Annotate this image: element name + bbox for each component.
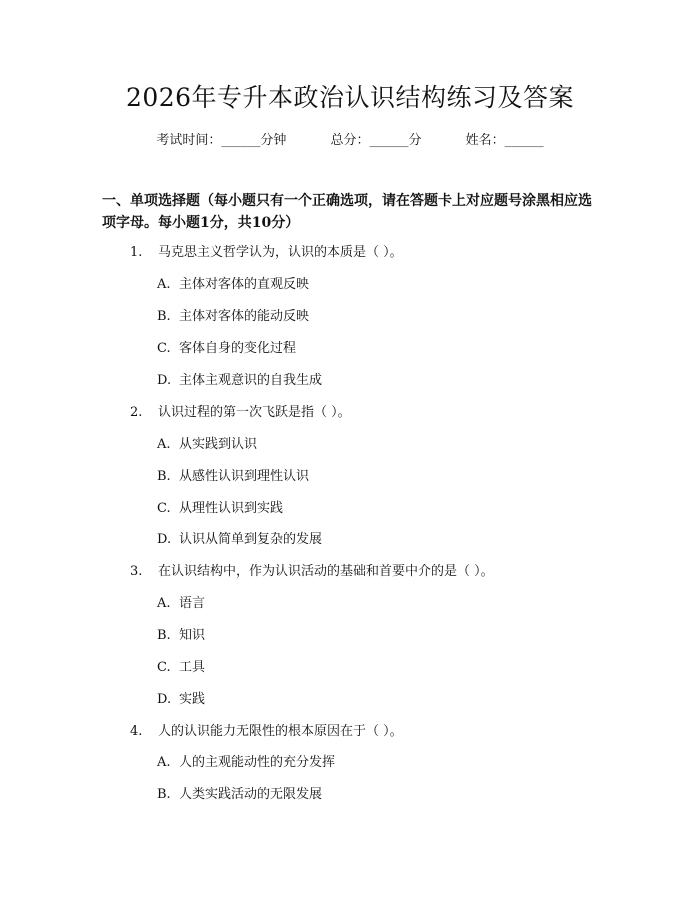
question-number: 3. — [130, 564, 143, 579]
option-letter: D. — [157, 373, 172, 388]
option-letter: A. — [157, 755, 171, 770]
question-text: 认识过程的第一次飞跃是指（ ）。 — [158, 405, 351, 420]
option-letter: B. — [157, 309, 171, 324]
option-4b — [157, 785, 322, 805]
option-letter: B. — [157, 787, 171, 802]
option-text: 实践 — [179, 692, 206, 707]
option-text: 语言 — [179, 596, 206, 611]
option-letter: D. — [157, 532, 172, 547]
question-4 — [130, 722, 403, 742]
option-2d — [157, 530, 322, 550]
question-text: 在认识结构中，作为认识活动的基础和首要中介的是（ ）。 — [158, 564, 494, 579]
option-text: 人类实践活动的无限发展 — [179, 787, 323, 802]
question-text: 人的认识能力无限性的根本原因在于（ ）。 — [158, 724, 403, 739]
option-text: 知识 — [179, 628, 206, 643]
option-letter: B. — [157, 628, 171, 643]
section-title: 一、单项选择题（每小题只有一个正确选项，请在答题卡上对应题号涂黑相应选项字母。每小题1分，共10分） — [102, 193, 592, 231]
option-text: 认识从简单到复杂的发展 — [179, 532, 323, 547]
option-letter: C. — [157, 660, 171, 675]
option-letter: A. — [157, 596, 171, 611]
option-text: 工具 — [179, 660, 206, 675]
page-title: 2026年专升本政治认识结构练习及答案 — [125, 83, 575, 112]
option-text: 从感性认识到理性认识 — [179, 469, 310, 484]
option-text: 从理性认识到实践 — [179, 501, 284, 516]
option-letter: C. — [157, 341, 171, 356]
option-text: 人的主观能动性的充分发挥 — [179, 755, 336, 770]
option-text: 主体主观意识的自我生成 — [179, 373, 323, 388]
question-1 — [130, 243, 403, 263]
student-name-field: 姓名：______ — [465, 133, 544, 148]
option-1d — [157, 371, 322, 391]
option-letter: A. — [157, 437, 171, 452]
exam-time-field: 考试时间：______分钟 — [156, 133, 287, 148]
exam-meta-line — [0, 131, 700, 151]
option-2b — [157, 467, 309, 487]
question-number: 2. — [130, 405, 143, 420]
question-number: 1. — [130, 245, 143, 260]
question-3 — [130, 562, 494, 582]
option-3c — [157, 658, 205, 678]
option-1a — [157, 275, 309, 295]
option-letter: C. — [157, 501, 171, 516]
option-letter: B. — [157, 469, 171, 484]
option-2c — [157, 499, 283, 519]
option-1b — [157, 307, 309, 327]
question-2 — [130, 403, 351, 423]
option-text: 主体对客体的能动反映 — [179, 309, 310, 324]
question-number: 4. — [130, 724, 143, 739]
option-4a — [157, 753, 335, 773]
option-letter: D. — [157, 692, 172, 707]
option-text: 客体自身的变化过程 — [179, 341, 297, 356]
option-2a — [157, 435, 257, 455]
option-1c — [157, 339, 296, 359]
total-score-field: 总分：______分 — [330, 133, 422, 148]
option-letter: A. — [157, 277, 171, 292]
option-3a — [157, 594, 205, 614]
option-3d — [157, 690, 205, 710]
option-text: 主体对客体的直观反映 — [179, 277, 310, 292]
option-text: 从实践到认识 — [179, 437, 258, 452]
question-text: 马克思主义哲学认为，认识的本质是（ ）。 — [158, 245, 403, 260]
option-3b — [157, 626, 205, 646]
